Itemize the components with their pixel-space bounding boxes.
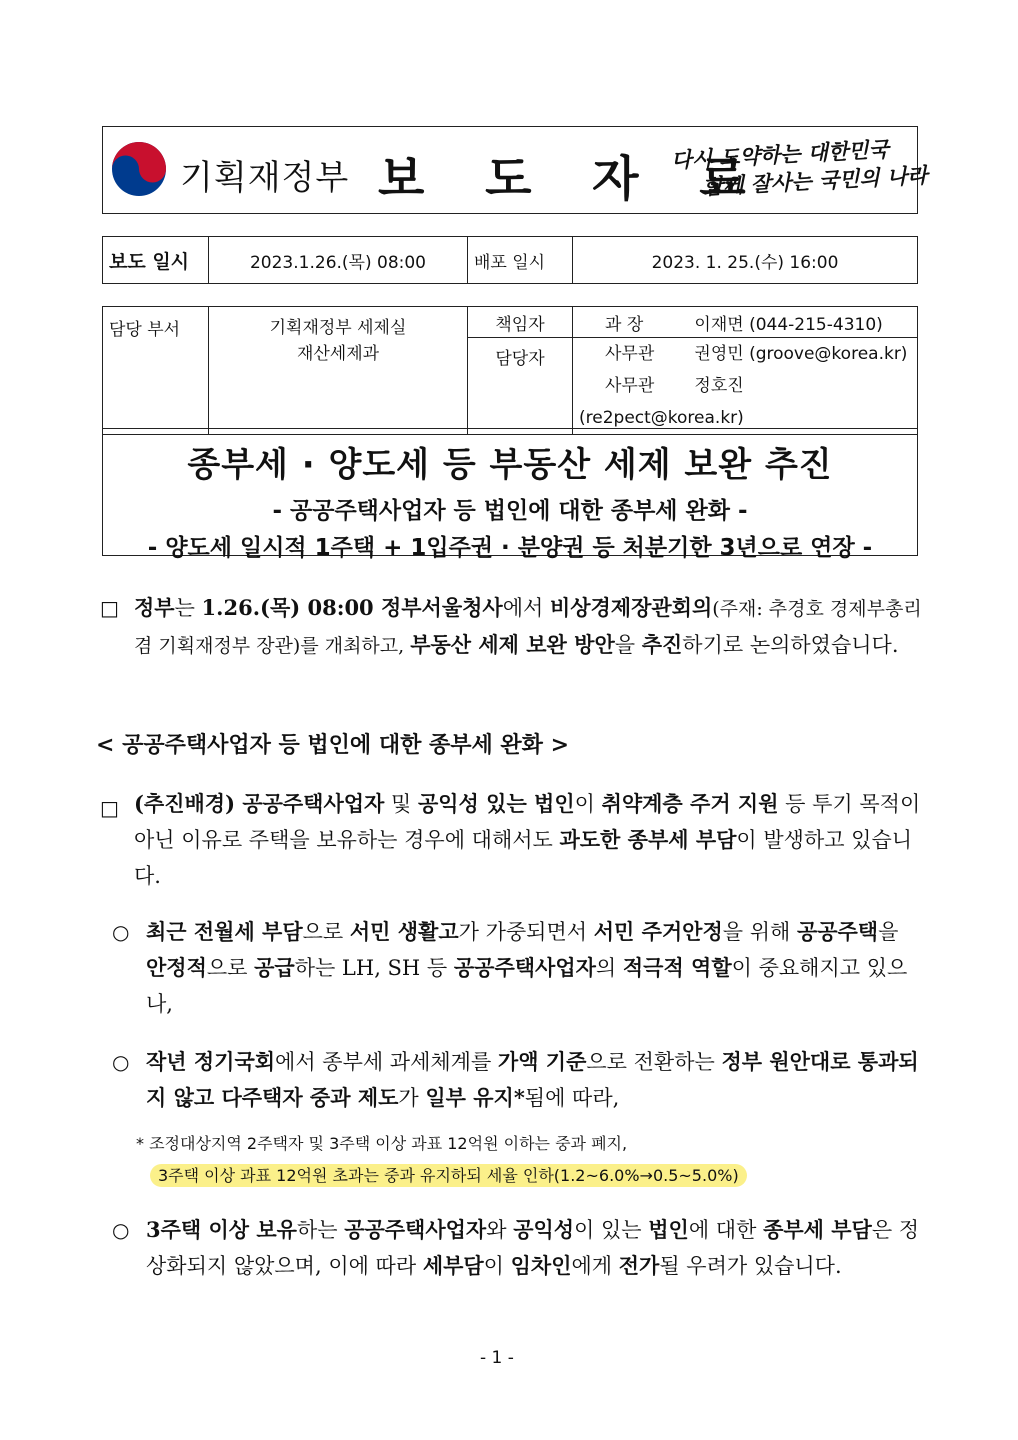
section-heading: < 공공주택사업자 등 법인에 대한 종부세 완화 > bbox=[96, 732, 570, 758]
b1-c: 서민 생활고 bbox=[349, 919, 459, 944]
staff-1-name: 권영민 (groove@korea.kr) bbox=[694, 344, 908, 364]
p1-d: 에서 bbox=[502, 596, 550, 620]
slogan-line-2: 함께 잘사는 국민의 나라 bbox=[702, 162, 928, 200]
p1-f: (주재: 추경호 경제부총리 겸 기획재정부 장관)를 개최하고, bbox=[134, 598, 922, 657]
b3-k: 세부담 bbox=[422, 1253, 484, 1278]
p1-c: 1.26.(목) 08:00 정부서울청사 bbox=[201, 595, 503, 620]
p1-a: 정부 bbox=[134, 595, 175, 620]
b2-d: 으로 전환하는 bbox=[586, 1050, 722, 1074]
footnote-line-2-wrap bbox=[136, 1160, 916, 1192]
b2-a: 작년 정기국회 bbox=[146, 1049, 276, 1074]
p1-e: 비상경제장관회의 bbox=[549, 595, 713, 620]
p2-c: 공익성 있는 법인 bbox=[417, 791, 575, 816]
main-title: 종부세 · 양도세 등 부동산 세제 보완 추진 bbox=[187, 445, 833, 485]
b2-e: 정부 원안대로 통과되지 않고 다주택자 중과 제도 bbox=[146, 1049, 919, 1110]
staff-2-role: 사무관 bbox=[605, 376, 655, 396]
p2-g: 과도한 종부세 부담 bbox=[559, 827, 737, 852]
b3-n: 에게 bbox=[571, 1254, 619, 1278]
b1-n: 의 bbox=[595, 956, 623, 980]
b2-g: 일부 유지* bbox=[425, 1085, 525, 1110]
p2-a: (추진배경) 공공주택사업자 bbox=[134, 791, 385, 816]
staff-2-name: 정호진 (re2pect@korea.kr) bbox=[579, 376, 744, 428]
b3-h: 에 대한 bbox=[688, 1218, 764, 1242]
p2-h: 이 발생하고 있습니다. bbox=[134, 828, 913, 888]
staff-1 bbox=[579, 338, 911, 370]
dept-label: 담당 부서 bbox=[103, 307, 209, 435]
b1-e: 서민 주거안정 bbox=[593, 919, 723, 944]
dept-line-1: 기획재정부 세제실 bbox=[269, 318, 407, 338]
ministry-name: 기획재정부 bbox=[180, 158, 350, 198]
b1-k: 공급 bbox=[254, 955, 295, 980]
p2-e: 취약계층 주거 지원 bbox=[601, 791, 779, 816]
b3-e: 공익성 bbox=[513, 1217, 575, 1242]
manager-label: 책임자 bbox=[468, 307, 573, 338]
b3-o: 전가 bbox=[618, 1253, 660, 1278]
b1-i: 안정적 bbox=[146, 955, 207, 980]
subtitle-1: - 공공주택사업자 등 법인에 대한 종부세 완화 - bbox=[272, 498, 748, 524]
dept-line-2: 재산세제과 bbox=[296, 344, 380, 364]
b1-f: 을 위해 bbox=[722, 920, 797, 944]
b3-g: 법인 bbox=[648, 1217, 689, 1242]
release-label: 보도 일시 bbox=[103, 237, 209, 284]
b3-p: 될 우려가 있습니다. bbox=[659, 1254, 842, 1278]
b1-p: 이 중요해지고 있으나, bbox=[146, 956, 908, 1016]
p1-b: 는 bbox=[174, 596, 202, 620]
manager-cell bbox=[573, 307, 918, 338]
footnote-line-2: 3주택 이상 과표 12억원 초과는 중과 유지하되 세율 인하(1.2~6.0%→0.5~5.0%) bbox=[150, 1164, 747, 1187]
p1-j: 하기로 논의하였습니다. bbox=[682, 633, 899, 657]
b1-b: 으로 bbox=[302, 920, 350, 944]
bullet-1 bbox=[146, 914, 922, 1022]
bullet-2 bbox=[146, 1044, 922, 1116]
manager-name: 이재면 (044-215-4310) bbox=[694, 314, 883, 335]
b3-a: 3주택 이상 보유 bbox=[146, 1217, 297, 1242]
square-bullet-1: □ bbox=[100, 596, 119, 620]
p2-d: 이 bbox=[574, 792, 602, 816]
slogan-line-1: 다시 도약하는 대한민국 bbox=[670, 136, 890, 173]
circle-bullet-2: ○ bbox=[112, 1050, 130, 1074]
staff-label: 담당자 bbox=[468, 338, 573, 435]
b1-o: 적극적 역할 bbox=[622, 955, 732, 980]
p2-f: 등 투기 목적이 아닌 이유로 주택을 보유하는 경우에 대해서도 bbox=[134, 792, 921, 852]
title-box bbox=[102, 428, 918, 561]
page-number: - 1 - bbox=[480, 1348, 514, 1368]
b3-f: 이 있는 bbox=[574, 1218, 649, 1242]
circle-bullet-3: ○ bbox=[112, 1218, 130, 1242]
manager-role: 과 장 bbox=[605, 314, 644, 335]
b1-a: 최근 전월세 부담 bbox=[146, 919, 303, 944]
dist-value: 2023. 1. 25.(수) 16:00 bbox=[573, 237, 918, 284]
dept-cell bbox=[209, 307, 468, 435]
government-emblem-icon bbox=[110, 140, 168, 198]
b2-c: 가액 기준 bbox=[497, 1049, 587, 1074]
release-value: 2023.1.26.(목) 08:00 bbox=[209, 237, 468, 284]
b3-i: 종부세 부담 bbox=[763, 1217, 872, 1242]
p1-g: 부동산 세제 보완 방안 bbox=[410, 632, 615, 657]
p1-h: 을 bbox=[614, 633, 642, 657]
square-bullet-2: □ bbox=[100, 796, 119, 820]
b3-d: 와 bbox=[486, 1218, 514, 1242]
b3-j: 은 정상화되지 않았으며, 이에 따라 bbox=[146, 1218, 920, 1278]
press-release-title: 보 도 자 료 bbox=[378, 151, 768, 207]
paragraph-2 bbox=[134, 786, 922, 894]
b3-c: 공공주택사업자 bbox=[344, 1217, 487, 1242]
b1-j: 으로 bbox=[206, 956, 255, 980]
b3-b: 하는 bbox=[296, 1218, 345, 1242]
circle-bullet-1: ○ bbox=[112, 920, 130, 944]
b2-b: 에서 종부세 과세체계를 bbox=[275, 1050, 498, 1074]
footnote-line-1: * 조정대상지역 2주택자 및 3주택 이상 과표 12억원 이하는 중과 폐지, bbox=[136, 1134, 628, 1153]
staff-cell bbox=[573, 338, 918, 435]
p1-i: 추진 bbox=[641, 632, 683, 657]
b2-h: 됨에 따라, bbox=[524, 1086, 620, 1110]
dist-label: 배포 일시 bbox=[468, 237, 573, 284]
contact-table bbox=[102, 306, 918, 435]
staff-2 bbox=[579, 370, 911, 434]
b1-l: 하는 LH, SH 등 bbox=[294, 956, 454, 980]
b3-l: 이 bbox=[483, 1254, 511, 1278]
subtitle-2: - 양도세 일시적 1주택 + 1입주권 · 분양권 등 처분기한 3년으로 연장 - bbox=[147, 535, 873, 561]
b3-m: 임차인 bbox=[510, 1253, 572, 1278]
b1-h: 을 bbox=[878, 920, 899, 944]
bullet-3 bbox=[146, 1212, 922, 1284]
staff-1-role: 사무관 bbox=[605, 344, 655, 364]
b1-d: 가 가중되면서 bbox=[458, 920, 594, 944]
p2-b: 및 bbox=[384, 792, 418, 816]
b1-m: 공공주택사업자 bbox=[453, 955, 596, 980]
footnote bbox=[136, 1128, 916, 1192]
b2-f: 가 bbox=[398, 1086, 426, 1110]
release-table bbox=[102, 236, 918, 284]
b1-g: 공공주택 bbox=[796, 919, 879, 944]
paragraph-1 bbox=[134, 590, 924, 664]
